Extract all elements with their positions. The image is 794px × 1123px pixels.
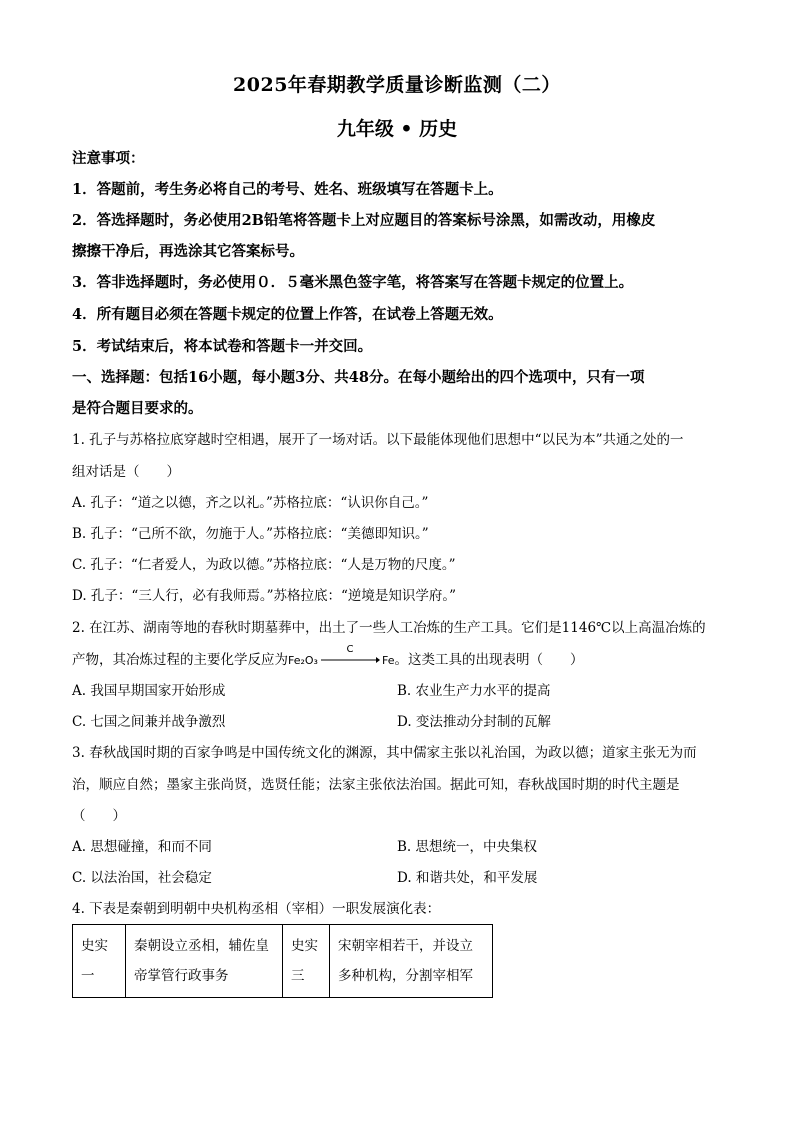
question-2-stem-cont (72, 644, 584, 671)
table-cell: 宋朝宰相若干，并设立多种机构，分割宰相军 (330, 925, 493, 998)
section-heading-cont: 是符合题目要求的。 (72, 400, 203, 417)
question-3-option-c: C. 以法治国，社会稳定 (72, 870, 212, 886)
question-2-option-b: B. 农业生产力水平的提高 (397, 683, 551, 699)
notice-item: 擦擦干净后，再选涂其它答案标号。 (72, 243, 304, 260)
chemical-product: Fe (381, 654, 395, 667)
question-3-option-b: B. 思想统一，中央集权 (397, 839, 538, 855)
question-1-option-a: A. 孔子：“道之以德，齐之以礼。”苏格拉底：“认识你自己。” (72, 495, 429, 511)
table-cell: 史实一 (73, 925, 126, 998)
notice-item: 2．答选择题时，务必使用2B铅笔将答题卡上对应题目的答案标号涂黑，如需改动，用橡皮 (72, 212, 656, 229)
question-2-option-a: A. 我国早期国家开始形成 (72, 683, 226, 699)
question-3-stem-cont: （ ） (72, 808, 126, 824)
table-cell: 秦朝设立丞相，辅佐皇帝掌管行政事务 (126, 925, 283, 998)
question-1-option-d: D. 孔子：“三人行，必有我师焉。”苏格拉底：“逆境是知识学府。” (72, 588, 457, 604)
notice-item: 1．答题前，考生务必将自己的考号、姓名、班级填写在答题卡上。 (72, 181, 503, 198)
question-3-stem: 3. 春秋战国时期的百家争鸣是中国传统文化的渊源，其中儒家主张以礼治国，为政以德；道家主张无为而 (72, 745, 697, 761)
question-3-stem-cont: 治，顺应自然；墨家主张尚贤，选贤任能；法家主张依法治国。据此可知，春秋战国时期的时代主题是 (72, 777, 680, 793)
notice-item: 3．答非选择题时，务必使用０．５毫米黑色签字笔，将答案写在答题卡规定的位置上。 (72, 274, 634, 291)
page-subtitle: 九年级 • 历史 (336, 118, 458, 140)
section-heading: 一、选择题：包括16小题，每小题3分、共48分。在每小题给出的四个选项中，只有一项 (72, 369, 645, 386)
notice-item: 5．考试结束后，将本试卷和答题卡一并交回。 (72, 338, 373, 355)
question-1-stem: 1. 孔子与苏格拉底穿越时空相遇，展开了一场对话。以下最能体现他们思想中“以民为本”共通之处的一 (72, 432, 684, 448)
question-2-stem-post: 。这类工具的出现表明（ ） (394, 652, 584, 668)
question-3-option-a: A. 思想碰撞，和而不同 (72, 839, 212, 855)
history-table (72, 924, 493, 998)
notice-item: 4．所有题目必须在答题卡规定的位置上作答，在试卷上答题无效。 (72, 306, 503, 323)
question-2-option-c: C. 七国之间兼并战争激烈 (72, 714, 226, 730)
question-3-option-d: D. 和谐共处，和平发展 (397, 870, 538, 886)
reaction-catalyst: C (346, 644, 354, 655)
chemical-reactant: Fe₂O₃ (288, 654, 318, 667)
question-4-stem: 4. 下表是秦朝到明朝中央机构丞相（宰相）一职发展演化表： (72, 901, 441, 917)
question-1-option-b: B. 孔子：“己所不欲，勿施于人。”苏格拉底：“美德即知识。” (72, 526, 429, 542)
table-cell: 史实三 (283, 925, 330, 998)
question-1-option-c: C. 孔子：“仁者爱人，为政以德。”苏格拉底：“人是万物的尺度。” (72, 557, 456, 573)
question-2-option-d: D. 变法推动分封制的瓦解 (397, 714, 551, 730)
question-2-stem: 2. 在江苏、湖南等地的春秋时期墓葬中，出土了一些人工冶炼的生产工具。它们是1146℃以上高温冶炼的 (72, 620, 706, 636)
page-title: 2025年春期教学质量诊断监测（二） (233, 74, 561, 96)
question-2-stem-pre: 产物，其冶炼过程的主要化学反应为 (72, 652, 288, 668)
arrow-icon (320, 652, 380, 666)
notice-heading: 注意事项： (72, 150, 145, 167)
question-1-stem-cont: 组对话是（ ） (72, 464, 180, 480)
reaction-arrow (320, 644, 380, 666)
table-row (73, 925, 493, 998)
